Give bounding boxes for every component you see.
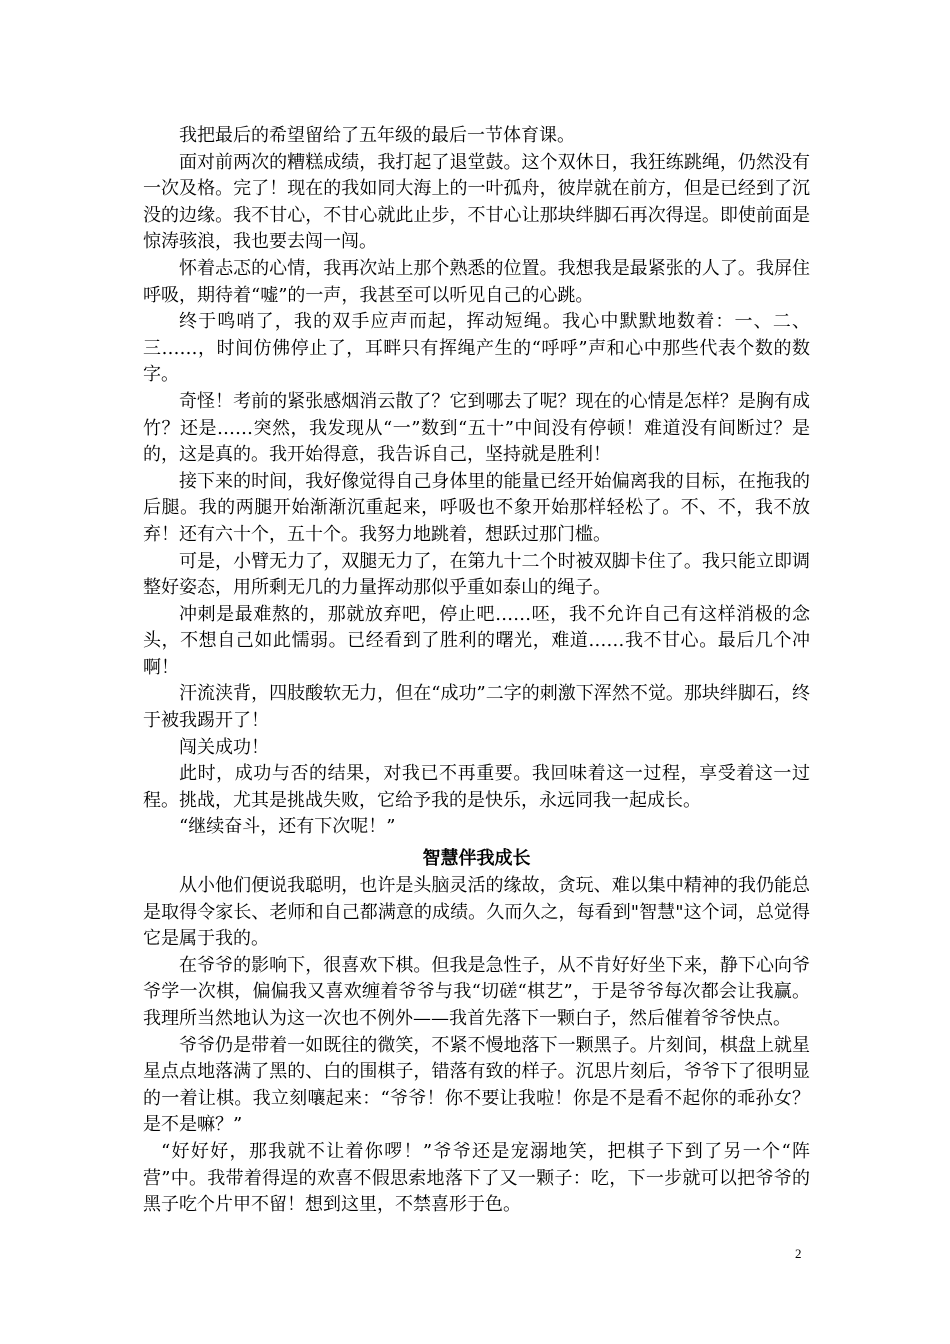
essay-2 <box>143 846 810 1219</box>
essay-1-paragraph-4: 终于鸣哨了，我的双手应声而起，挥动短绳。我心中默默地数着：一、二、三……，时间仿佛停止了，耳畔只有挥绳产生的“呼呼”声和心中那些代表个数的数字。 <box>143 311 810 386</box>
essay-2-paragraph-3: 爷爷仍是带着一如既往的微笑，不紧不慢地落下一颗黑子。片刻间，棋盘上就星星点点地落满了黑的、白的围棋子，错落有致的样子。沉思片刻后，爷爷下了很明显的一着让棋。我立刻嚷起来：“爷爷！你不要让我啦！你是不是看不起你的乖孙女？是不是嘛？” <box>143 1034 810 1136</box>
essay-1-paragraph-9: 汗流浃背，四肢酸软无力，但在“成功”二字的刺激下浑然不觉。那块绊脚石，终于被我踢开了！ <box>143 683 810 732</box>
essay-1-paragraph-1: 我把最后的希望留给了五年级的最后一节体育课。 <box>179 125 575 146</box>
essay-1-paragraph-5: 奇怪！考前的紧张感烟消云散了？它到哪去了呢？现在的心情是怎样？是胸有成竹？还是……突然，我发现从“一”数到“五十”中间没有停顿！难道没有间断过？是的，这是真的。我开始得意，我告诉自己，坚持就是胜利！ <box>143 390 810 466</box>
essay-1-paragraph-11: 此时，成功与否的结果，对我已不再重要。我回味着这一过程，享受着这一过程。挑战，尤其是挑战失败，它给予我的是快乐，永远同我一起成长。 <box>143 763 810 811</box>
page-number: 2 <box>795 1246 802 1261</box>
essay-2-paragraph-1: 从小他们便说我聪明，也许是头脑灵活的缘故，贪玩、难以集中精神的我仍能总是取得令家长、老师和自己都满意的成绩。久而久之，每看到"智慧"这个词，总觉得它是属于我的。 <box>143 875 810 950</box>
essay-1 <box>143 123 810 841</box>
essay-1-paragraph-2: 面对前两次的糟糕成绩，我打起了退堂鼓。这个双休日，我狂练跳绳，仍然没有一次及格。完了！现在的我如同大海上的一叶孤舟，彼岸就在前方，但是已经到了沉没的边缘。我不甘心，不甘心就此止步，不甘心让那块绊脚石再次得逞。即使前面是惊涛骇浪，我也要去闯一闯。 <box>143 151 810 253</box>
essay-1-paragraph-8: 冲刺是最难熬的，那就放弃吧，停止吧……呸，我不允许自己有这样消极的念头，不想自己如此懦弱。已经看到了胜利的曙光，难道……我不甘心。最后几个冲啊！ <box>143 603 810 678</box>
essay-1-paragraph-3: 怀着忐忑的心情，我再次站上那个熟悉的位置。我想我是最紧张的人了。我屏住呼吸，期待着“嘘”的一声，我甚至可以听见自己的心跳。 <box>143 257 810 306</box>
essay-2-paragraph-4: “好好好，那我就不让着你啰！”爷爷还是宠溺地笑，把棋子下到了另一个“阵营”中。我带着得逞的欢喜不假思索地落下了又一颗子：吃，下一步就可以把爷爷的黑子吃个片甲不留！想到这里，不禁喜形于色。 <box>143 1140 810 1216</box>
essay-1-paragraph-12: “继续奋斗，还有下次呢！” <box>179 816 396 838</box>
essay-1-paragraph-7: 可是，小臂无力了，双腿无力了，在第九十二个时被双脚卡住了。我只能立即调整好姿态，用所剩无几的力量挥动那似乎重如泰山的绳子。 <box>143 550 810 599</box>
essay-1-paragraph-6: 接下来的时间，我好像觉得自己身体里的能量已经开始偏离我的目标，在拖我的后腿。我的两腿开始渐渐沉重起来，呼吸也不象开始那样轻松了。不、不，我不放弃！还有六十个，五十个。我努力地跳着，想跃过那门槛。 <box>143 470 810 545</box>
essay-2-title: 智慧伴我成长 <box>422 848 531 869</box>
essay-2-paragraph-2: 在爷爷的影响下，很喜欢下棋。但我是急性子，从不肯好好坐下来，静下心向爷爷学一次棋，偏偏我又喜欢缠着爷爷与我“切磋“棋艺”，于是爷爷每次都会让我赢。我理所当然地认为这一次也不例外——我首先落下一颗白子，然后催着爷爷快点。 <box>143 954 810 1029</box>
essay-1-paragraph-10: 闯关成功！ <box>179 736 269 758</box>
